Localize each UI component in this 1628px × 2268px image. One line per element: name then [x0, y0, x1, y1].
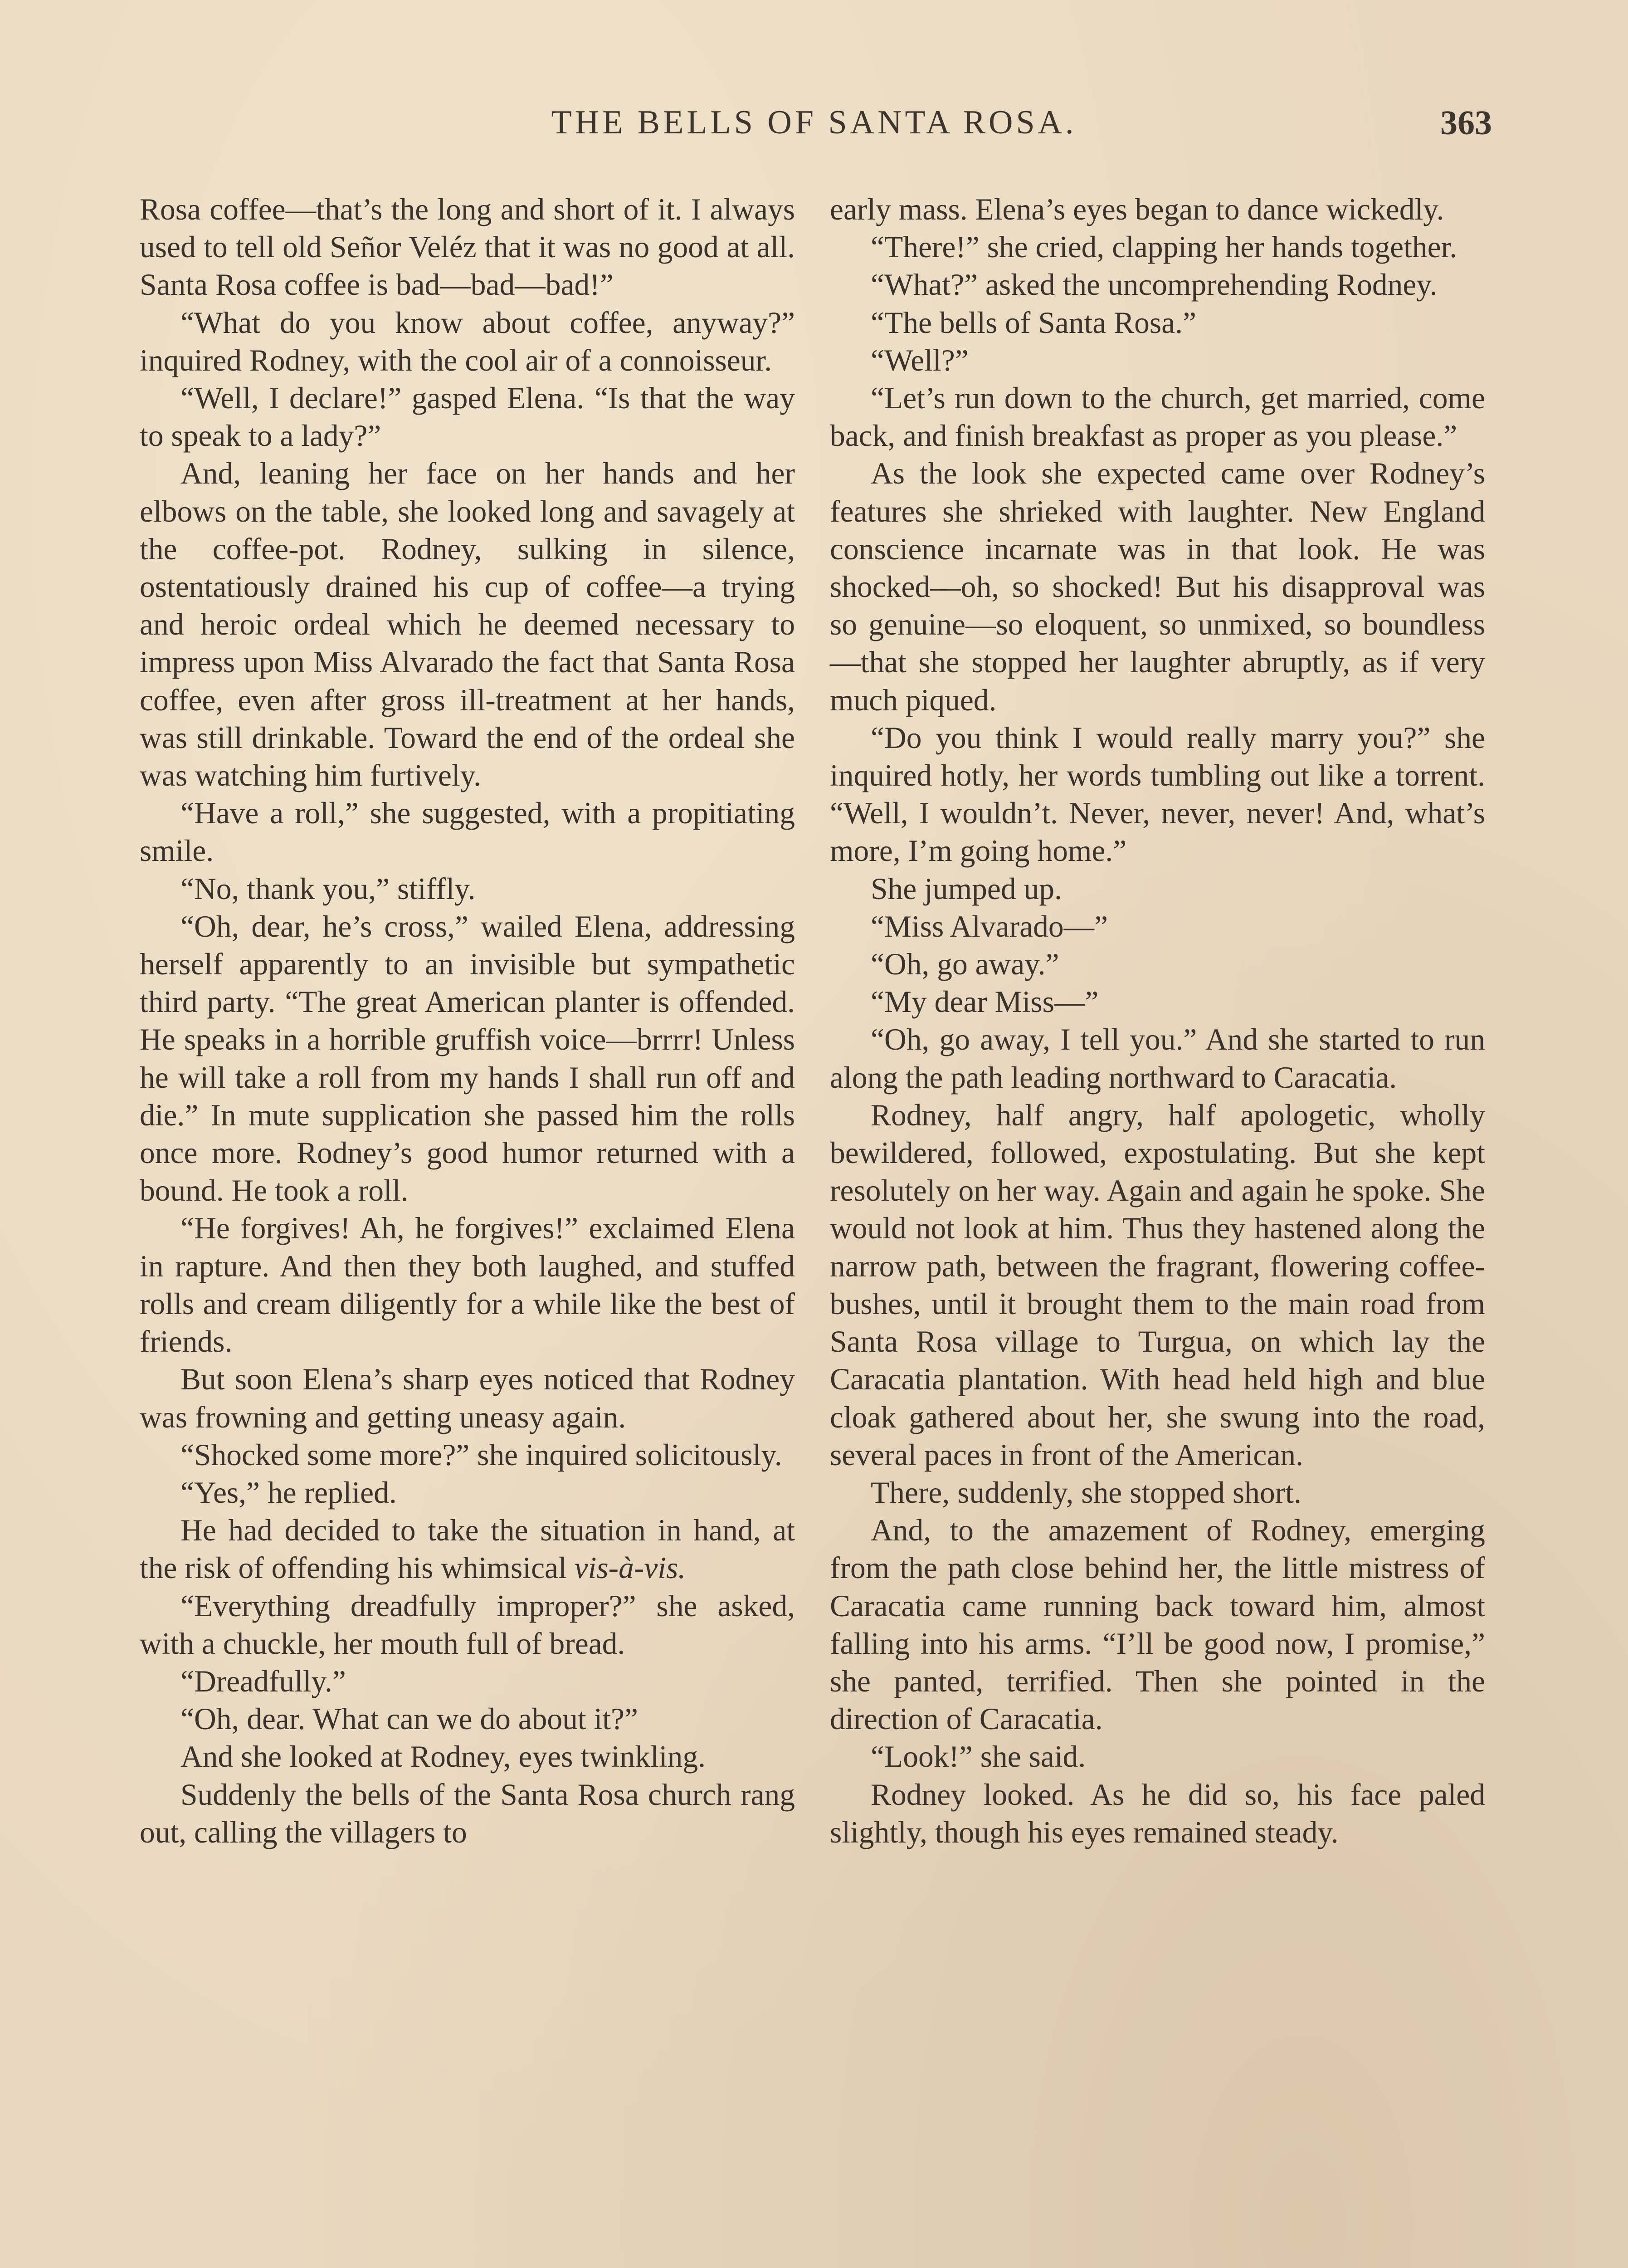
paragraph: [140, 908, 795, 1210]
paragraph: [830, 1021, 1485, 1096]
paragraph-text: “Everything dreadfully improper?” she asked, with a chuckle, her mouth full of bread.: [140, 1589, 795, 1661]
paragraph-text: “My dear Miss—”: [871, 985, 1099, 1019]
paragraph-text: “Do you think I would really marry you?” she inquired hotly, her words tumbling out like a torrent. “Well, I wouldn’t. Never, never, never! And, what’s more, I’m going home.”: [830, 720, 1485, 868]
paragraph: [140, 1587, 795, 1662]
paragraph: [140, 1436, 795, 1474]
paragraph-text: “What do you know about coffee, anyway?” inquired Rodney, with the cool air of a connoisseur.: [140, 305, 795, 377]
paragraph: [140, 455, 795, 794]
paragraph-text: She jumped up.: [871, 871, 1062, 906]
paragraph-text: “Well?”: [871, 343, 969, 377]
paragraph: [830, 379, 1485, 455]
paragraph: [830, 983, 1485, 1021]
italic-phrase: vis-à-vis.: [574, 1551, 686, 1585]
right-column: [830, 191, 1485, 1851]
paragraph-text: And she looked at Rodney, eyes twinkling.: [180, 1740, 706, 1774]
paragraph: [830, 191, 1485, 228]
paragraph: [830, 228, 1485, 266]
paragraph-text: Suddenly the bells of the Santa Rosa church rang out, calling the villagers to: [140, 1777, 795, 1849]
paragraph: [830, 1511, 1485, 1738]
paragraph: [140, 1662, 795, 1700]
paragraph: [140, 870, 795, 908]
paragraph-text: “The bells of Santa Rosa.”: [871, 305, 1196, 340]
paragraph-text: “Dreadfully.”: [180, 1664, 346, 1698]
paragraph: [140, 1209, 795, 1360]
paragraph-text: “He forgives! Ah, he forgives!” exclaimed Elena in rapture. And then they both laughed, and stuffed rolls and cream diligently for a while like the best of friends.: [140, 1211, 795, 1359]
paragraph: [140, 1776, 795, 1851]
paragraph: [830, 719, 1485, 870]
paragraph: [140, 304, 795, 379]
paragraph: [830, 945, 1485, 983]
paragraph: [830, 908, 1485, 945]
page-number: 363: [1440, 104, 1492, 142]
paragraph-text: Rodney, half angry, half apologetic, wholly bewildered, followed, expostulating. But she kept resolutely on her way. Again and again he spoke. She would not look at him. Thus they hastened along the narrow path, between the fragrant, flowering coffee-bushes, until it brought them to the main road from Santa Rosa village to Turgua, on which lay the Caracatia plantation. With head held high and blue cloak gathered about her, she swung into the road, several paces in front of the American.: [830, 1098, 1485, 1472]
paragraph-text: “There!” she cried, clapping her hands together.: [871, 230, 1457, 264]
paragraph-text: There, suddenly, she stopped short.: [871, 1475, 1301, 1510]
paragraph-text: “Oh, dear, he’s cross,” wailed Elena, addressing herself apparently to an invisible but sympathetic third party. “The great American planter is offended. He speaks in a horrible gruffish voice—brrrr! Unless he will take a roll from my hands I shall run off and die.” In mute supplication she passed him the rolls once more. Rodney’s good humor returned with a bound. He took a roll.: [140, 909, 795, 1208]
paragraph: [830, 870, 1485, 908]
paragraph: [140, 1511, 795, 1587]
paragraph-text: But soon Elena’s sharp eyes noticed that Rodney was frowning and getting uneasy again.: [140, 1362, 795, 1434]
paragraph-text: “Let’s run down to the church, get married, come back, and finish breakfast as proper as you please.”: [830, 381, 1485, 453]
paragraph-text: And, to the amazement of Rodney, emerging from the path close behind her, the little mistress of Caracatia came running back toward him, almost falling into his arms. “I’ll be good now, I promise,” she panted, terrified. Then she pointed in the direction of Caracatia.: [830, 1513, 1485, 1736]
paragraph: [140, 1738, 795, 1775]
paragraph: [830, 1776, 1485, 1851]
paragraph-text: “Have a roll,” she suggested, with a propitiating smile.: [140, 796, 795, 868]
paragraph-text: “Miss Alvarado—”: [871, 909, 1108, 943]
page-header: [136, 103, 1492, 158]
paragraph: [140, 1700, 795, 1738]
paragraph-text: “What?” asked the uncomprehending Rodney.: [871, 268, 1438, 302]
paragraph-text: “Well, I declare!” gasped Elena. “Is that the way to speak to a lady?”: [140, 381, 795, 453]
paragraph: [830, 342, 1485, 379]
paragraph-text: “Oh, go away, I tell you.” And she started to run along the path leading northward to Caracatia.: [830, 1022, 1485, 1095]
running-title: THE BELLS OF SANTA ROSA.: [551, 104, 1077, 141]
paragraph-text: early mass. Elena’s eyes began to dance wickedly.: [830, 192, 1444, 226]
paragraph-text: He had decided to take the situation in hand, at the risk of offending his whimsical: [140, 1513, 795, 1585]
paragraph: [830, 266, 1485, 303]
paragraph-text: “Yes,” he replied.: [180, 1475, 397, 1510]
paragraph-text: And, leaning her face on her hands and her elbows on the table, she looked long and savagely at the coffee-pot. Rodney, sulking in silence, ostentatiously drained his cup of coffee—a trying and heroic ordeal which he deemed necessary to impress upon Miss Alvarado the fact that Santa Rosa coffee, even after gross ill-treatment at her hands, was still drinkable. Toward the end of the ordeal she was watching him furtively.: [140, 456, 795, 793]
paragraph-text: As the look she expected came over Rodney’s features she shrieked with laughter. New England conscience incarnate was in that look. He was shocked—oh, so shocked! But his disapproval was so genuine—so eloquent, so unmixed, so boundless—that she stopped her laughter abruptly, as if very much piqued.: [830, 456, 1485, 717]
paragraph-text: Rosa coffee—that’s the long and short of it. I always used to tell old Señor Veléz that it was no good at all. Santa Rosa coffee is bad—bad—bad!”: [140, 192, 795, 302]
paragraph-text: “Look!” she said.: [871, 1740, 1086, 1774]
paragraph: [830, 1738, 1485, 1775]
paragraph: [140, 794, 795, 870]
paragraph: [140, 191, 795, 304]
paragraph: [830, 1474, 1485, 1511]
paragraph-text: “Shocked some more?” she inquired solicitously.: [180, 1437, 782, 1472]
paragraph-text: “Oh, dear. What can we do about it?”: [180, 1702, 638, 1736]
paragraph: [140, 379, 795, 455]
paragraph-text: Rodney looked. As he did so, his face paled slightly, though his eyes remained steady.: [830, 1777, 1485, 1849]
paragraph: [830, 304, 1485, 342]
paragraph: [830, 455, 1485, 719]
paragraph-text: “No, thank you,” stiffly.: [180, 871, 476, 906]
paragraph: [830, 1096, 1485, 1474]
paragraph-text: “Oh, go away.”: [871, 947, 1059, 982]
paragraph: [140, 1474, 795, 1511]
left-column: [140, 191, 795, 1851]
paragraph: [140, 1360, 795, 1436]
